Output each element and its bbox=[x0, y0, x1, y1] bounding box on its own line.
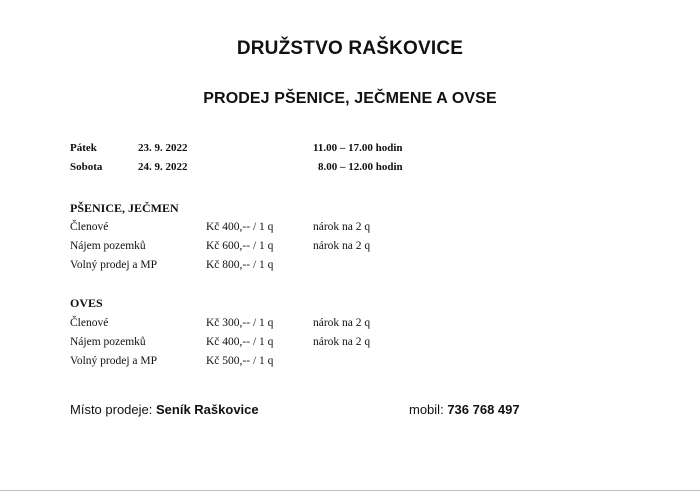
price-label: Nájem pozemků bbox=[70, 240, 146, 252]
schedule-date: 23. 9. 2022 bbox=[138, 142, 188, 154]
sale-place-value: Seník Raškovice bbox=[156, 402, 259, 417]
price-value: Kč 600,-- / 1 q bbox=[206, 240, 274, 252]
price-value: Kč 400,-- / 1 q bbox=[206, 221, 274, 233]
schedule-day: Pátek bbox=[70, 142, 97, 154]
document-subtitle: PRODEJ PŠENICE, JEČMENE A OVSE bbox=[203, 90, 497, 107]
price-label: Členové bbox=[70, 317, 109, 329]
contact-mobile bbox=[409, 402, 520, 417]
price-value: Kč 300,-- / 1 q bbox=[206, 317, 274, 329]
price-value: Kč 800,-- / 1 q bbox=[206, 259, 274, 271]
price-label: Volný prodej a MP bbox=[70, 259, 157, 271]
sale-place bbox=[70, 402, 259, 417]
mobile-label: mobil: bbox=[409, 402, 444, 417]
section-heading-oats: OVES bbox=[70, 296, 103, 310]
price-value: Kč 400,-- / 1 q bbox=[206, 336, 274, 348]
mobile-number: 736 768 497 bbox=[447, 402, 520, 417]
price-claim: nárok na 2 q bbox=[313, 336, 371, 348]
schedule-day: Sobota bbox=[70, 161, 103, 173]
price-value: Kč 500,-- / 1 q bbox=[206, 355, 274, 367]
price-claim: nárok na 2 q bbox=[313, 240, 371, 252]
price-label: Nájem pozemků bbox=[70, 336, 146, 348]
price-label: Členové bbox=[70, 221, 109, 233]
sale-place-label: Místo prodeje: bbox=[70, 402, 153, 417]
price-claim: nárok na 2 q bbox=[313, 317, 371, 329]
schedule-date: 24. 9. 2022 bbox=[138, 161, 188, 173]
price-claim: nárok na 2 q bbox=[313, 221, 371, 233]
section-heading-wheat-barley: PŠENICE, JEČMEN bbox=[70, 201, 179, 215]
schedule-time: 8.00 – 12.00 hodin bbox=[318, 161, 403, 173]
schedule-time: 11.00 – 17.00 hodin bbox=[313, 142, 403, 154]
page-edge-line bbox=[0, 490, 700, 491]
document-title: DRUŽSTVO RAŠKOVICE bbox=[236, 38, 464, 59]
price-label: Volný prodej a MP bbox=[70, 355, 157, 367]
